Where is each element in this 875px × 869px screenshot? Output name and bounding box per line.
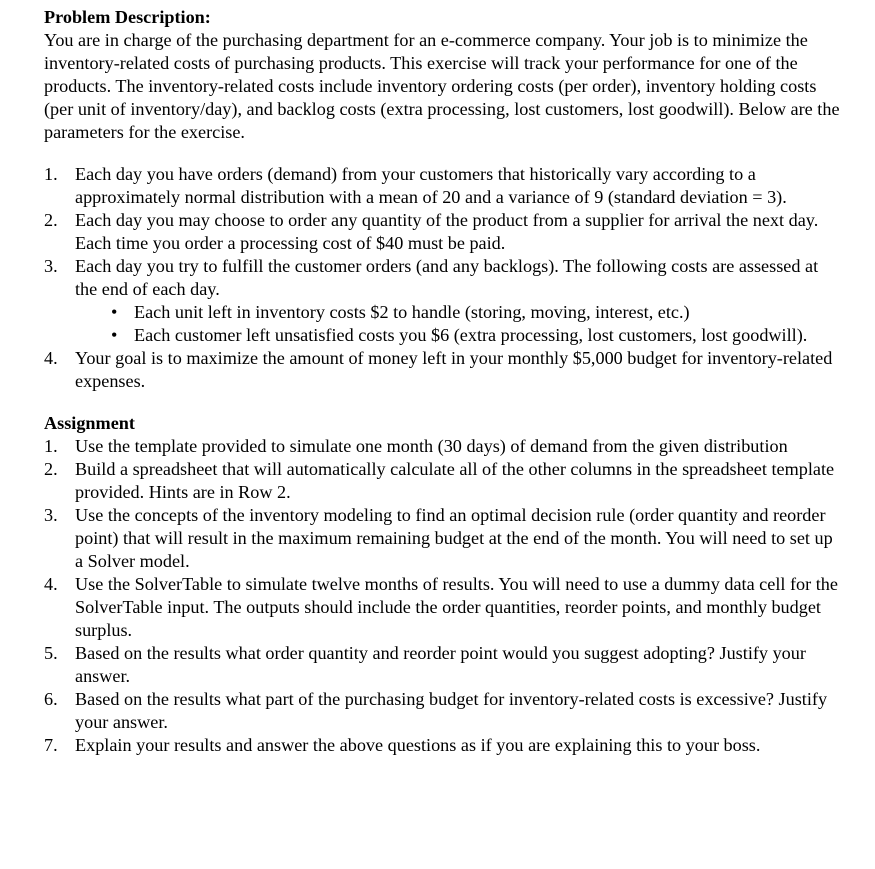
item-text: Each day you may choose to order any quantity of the product from a supplier for arrival the next day. Each time you order a processing cost of $40 must be paid. (75, 210, 819, 253)
problem-heading: Problem Description: (44, 7, 211, 27)
problem-list (44, 163, 844, 393)
problem-item-4 (44, 347, 844, 393)
assignment-item-3 (44, 504, 844, 573)
item-text: Based on the results what order quantity and reorder point would you suggest adopting? Justify your answer. (75, 643, 806, 686)
problem-item-3 (44, 255, 844, 347)
assignment-list (44, 435, 844, 757)
assignment-item-7 (44, 734, 844, 757)
problem-intro: You are in charge of the purchasing department for an e-commerce company. Your job is to minimize the inventory-related costs of purchasing products. This exercise will track your performance for one of the products. The inventory-related costs include inventory ordering costs (per order), inventory holding costs (per unit of inventory/day), and backlog costs (extra processing, lost customers, lost goodwill). Below are the parameters for the exercise. (44, 30, 840, 142)
bullet-item-backlog-cost (75, 324, 844, 347)
bullet-text: Each customer left unsatisfied costs you $6 (extra processing, lost customers, lost goodwill). (134, 325, 808, 345)
cost-bullets (75, 301, 844, 347)
item-number: 1. (44, 436, 58, 456)
item-number: 3. (44, 256, 58, 276)
item-text: Each day you try to fulfill the customer orders (and any backlogs). The following costs are assessed at the end of each day. (75, 256, 819, 299)
item-text: Use the SolverTable to simulate twelve months of results. You will need to use a dummy data cell for the SolverTable input. The outputs should include the order quantities, reorder points, and monthly budget surplus. (75, 574, 838, 640)
assignment-item-4 (44, 573, 844, 642)
bullet-text: Each unit left in inventory costs $2 to handle (storing, moving, interest, etc.) (134, 302, 690, 322)
item-number: 6. (44, 689, 58, 709)
item-number: 2. (44, 459, 58, 479)
assignment-item-2 (44, 458, 844, 504)
item-number: 2. (44, 210, 58, 230)
document-page (44, 6, 844, 757)
item-number: 4. (44, 574, 58, 594)
item-text: Explain your results and answer the above questions as if you are explaining this to your boss. (75, 735, 761, 755)
item-number: 4. (44, 348, 58, 368)
item-text: Build a spreadsheet that will automatically calculate all of the other columns in the spreadsheet template provided. Hints are in Row 2. (75, 459, 835, 502)
assignment-item-6 (44, 688, 844, 734)
problem-item-2 (44, 209, 844, 255)
bullet-icon: • (111, 302, 118, 322)
item-text: Each day you have orders (demand) from your customers that historically vary according to a approximately normal distribution with a mean of 20 and a variance of 9 (standard deviation = 3). (75, 164, 787, 207)
assignment-item-5 (44, 642, 844, 688)
assignment-heading: Assignment (44, 413, 135, 433)
item-number: 3. (44, 505, 58, 525)
item-text: Use the template provided to simulate one month (30 days) of demand from the given distribution (75, 436, 788, 456)
item-text: Use the concepts of the inventory modeling to find an optimal decision rule (order quantity and reorder point) that will result in the maximum remaining budget at the end of the month. You will need to set up a Solver model. (75, 505, 833, 571)
item-number: 7. (44, 735, 58, 755)
assignment-item-1 (44, 435, 844, 458)
item-text: Your goal is to maximize the amount of money left in your monthly $5,000 budget for inventory-related expenses. (75, 348, 833, 391)
item-text: Based on the results what part of the purchasing budget for inventory-related costs is excessive? Justify your answer. (75, 689, 828, 732)
item-number: 5. (44, 643, 58, 663)
problem-item-1 (44, 163, 844, 209)
item-number: 1. (44, 164, 58, 184)
bullet-icon: • (111, 325, 118, 345)
bullet-item-inventory-cost (75, 301, 844, 324)
